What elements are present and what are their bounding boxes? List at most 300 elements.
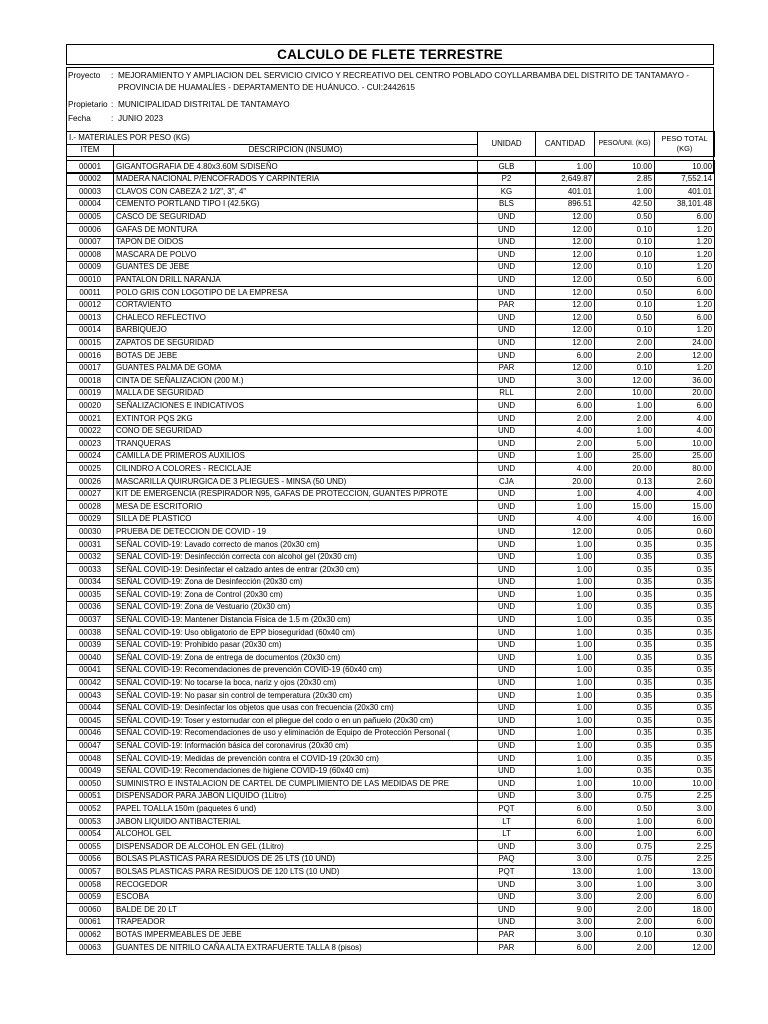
table-row <box>67 249 715 262</box>
cell-descripcion: SEÑAL COVID-19: Zona de Vestuario (20x30 cm) <box>114 601 478 614</box>
cell-peso-uni: 0.35 <box>595 652 655 665</box>
cell-descripcion: CEMENTO PORTLAND TIPO I (42.5KG) <box>114 198 478 211</box>
cell-descripcion: DISPENSADOR DE ALCOHOL EN GEL (1Litro) <box>114 841 478 854</box>
cell-descripcion: EXTINTOR PQS 2KG <box>114 413 478 426</box>
cell-item: 00043 <box>67 690 114 703</box>
cell-item: 00031 <box>67 539 114 552</box>
cell-unidad: UND <box>478 287 536 300</box>
cell-descripcion: PANTALON DRILL NARANJA <box>114 274 478 287</box>
cell-unidad: UND <box>478 324 536 337</box>
cell-cantidad: 1.00 <box>536 765 595 778</box>
cell-descripcion: ALCOHOL GEL <box>114 828 478 841</box>
cell-cantidad: 9.00 <box>536 904 595 917</box>
cell-peso-uni: 0.35 <box>595 639 655 652</box>
cell-unidad: UND <box>478 727 536 740</box>
cell-peso-total: 0.35 <box>655 551 715 564</box>
cell-unidad: UND <box>478 400 536 413</box>
table-row <box>67 614 715 627</box>
table-row <box>67 740 715 753</box>
cell-cantidad: 1.00 <box>536 690 595 703</box>
cell-unidad: UND <box>478 224 536 237</box>
cell-descripcion: BALDE DE 20 LT <box>114 904 478 917</box>
cell-peso-total: 6.00 <box>655 211 715 224</box>
cell-peso-total: 13.00 <box>655 866 715 879</box>
table-row <box>67 589 715 602</box>
col-header-unidad: UNIDAD <box>478 132 536 157</box>
cell-peso-total: 80.00 <box>655 463 715 476</box>
cell-peso-total: 6.00 <box>655 274 715 287</box>
cell-cantidad: 1.00 <box>536 450 595 463</box>
table-row <box>67 929 715 942</box>
cell-peso-uni: 0.35 <box>595 627 655 640</box>
table-row <box>67 173 715 186</box>
table-row <box>67 362 715 375</box>
cell-descripcion: CASCO DE SEGURIDAD <box>114 211 478 224</box>
cell-peso-total: 38,101.48 <box>655 198 715 211</box>
table-row <box>67 312 715 325</box>
cell-item: 00007 <box>67 236 114 249</box>
cell-peso-total: 1.20 <box>655 224 715 237</box>
table-row <box>67 324 715 337</box>
cell-unidad: UND <box>478 513 536 526</box>
cell-item: 00055 <box>67 841 114 854</box>
cell-peso-uni: 0.35 <box>595 753 655 766</box>
cell-cantidad: 6.00 <box>536 942 595 955</box>
cell-peso-total: 25.00 <box>655 450 715 463</box>
cell-cantidad: 12.00 <box>536 299 595 312</box>
cell-unidad: UND <box>478 413 536 426</box>
table-row <box>67 501 715 514</box>
cell-peso-total: 20.00 <box>655 387 715 400</box>
cell-peso-total: 12.00 <box>655 942 715 955</box>
cell-peso-total: 6.00 <box>655 287 715 300</box>
table-row <box>67 853 715 866</box>
project-value-line1: MEJORAMIENTO Y AMPLIACION DEL SERVICIO CIVICO Y RECREATIVO DEL CENTRO POBLADO COYLLARBAMBA DEL DISTRITO DE TANTAMAYO - <box>118 71 689 80</box>
cell-descripcion: CINTA DE SEÑALIZACION (200 M.) <box>114 375 478 388</box>
cell-descripcion: SEÑAL COVID-19: No pasar sin control de temperatura (20x30 cm) <box>114 690 478 703</box>
date-label: Fecha <box>68 114 91 123</box>
cell-peso-total: 24.00 <box>655 337 715 350</box>
table-row <box>67 526 715 539</box>
col-header-descripcion: DESCRIPCION (INSUMO) <box>114 144 478 157</box>
cell-cantidad: 4.00 <box>536 425 595 438</box>
cell-peso-total: 1.20 <box>655 249 715 262</box>
cell-unidad: UND <box>478 488 536 501</box>
cell-cantidad: 1.00 <box>536 539 595 552</box>
cell-item: 00037 <box>67 614 114 627</box>
cell-peso-total: 0.30 <box>655 929 715 942</box>
cell-item: 00022 <box>67 425 114 438</box>
cell-peso-uni: 10.00 <box>595 387 655 400</box>
cell-cantidad: 1.00 <box>536 753 595 766</box>
cell-peso-uni: 0.35 <box>595 715 655 728</box>
cell-unidad: KG <box>478 186 536 199</box>
cell-item: 00014 <box>67 324 114 337</box>
cell-item: 00039 <box>67 639 114 652</box>
table-row <box>67 841 715 854</box>
cell-peso-uni: 0.50 <box>595 274 655 287</box>
cell-item: 00026 <box>67 476 114 489</box>
cell-unidad: UND <box>478 740 536 753</box>
cell-unidad: UND <box>478 715 536 728</box>
cell-item: 00015 <box>67 337 114 350</box>
cell-peso-total: 401.01 <box>655 186 715 199</box>
cell-unidad: UND <box>478 463 536 476</box>
project-value-line2: PROVINCIA DE HUAMALÍES - DEPARTAMENTO DE HUÁNUCO. - CUI:2442615 <box>118 83 415 92</box>
cell-item: 00008 <box>67 249 114 262</box>
cell-unidad: LT <box>478 828 536 841</box>
cell-descripcion: ZAPATOS DE SEGURIDAD <box>114 337 478 350</box>
cell-unidad: UND <box>478 677 536 690</box>
cell-item: 00060 <box>67 904 114 917</box>
cell-peso-uni: 0.35 <box>595 690 655 703</box>
cell-item: 00012 <box>67 299 114 312</box>
cell-peso-uni: 0.35 <box>595 765 655 778</box>
cell-peso-total: 0.35 <box>655 664 715 677</box>
cell-item: 00028 <box>67 501 114 514</box>
table-row <box>67 677 715 690</box>
cell-peso-uni: 1.00 <box>595 425 655 438</box>
cell-item: 00011 <box>67 287 114 300</box>
cell-item: 00021 <box>67 413 114 426</box>
cell-peso-total: 4.00 <box>655 413 715 426</box>
cell-unidad: UND <box>478 375 536 388</box>
cell-peso-total: 2.60 <box>655 476 715 489</box>
cell-unidad: UND <box>478 904 536 917</box>
cell-peso-total: 2.25 <box>655 790 715 803</box>
cell-unidad: UND <box>478 841 536 854</box>
cell-descripcion: GUANTES PALMA DE GOMA <box>114 362 478 375</box>
cell-unidad: PQT <box>478 866 536 879</box>
cell-descripcion: JABON LIQUIDO ANTIBACTERIAL <box>114 816 478 829</box>
table-row <box>67 904 715 917</box>
table-row <box>67 727 715 740</box>
cell-descripcion: CHALECO REFLECTIVO <box>114 312 478 325</box>
cell-peso-uni: 1.00 <box>595 879 655 892</box>
cell-peso-uni: 1.00 <box>595 828 655 841</box>
cell-item: 00036 <box>67 601 114 614</box>
table-row <box>67 790 715 803</box>
page-title: CALCULO DE FLETE TERRESTRE <box>66 44 714 65</box>
cell-peso-total: 36.00 <box>655 375 715 388</box>
cell-descripcion: TAPON DE OIDOS <box>114 236 478 249</box>
cell-unidad: UND <box>478 879 536 892</box>
cell-cantidad: 20.00 <box>536 476 595 489</box>
cell-peso-total: 0.35 <box>655 727 715 740</box>
cell-unidad: UND <box>478 501 536 514</box>
cell-descripcion: CAMILLA DE PRIMEROS AUXILIOS <box>114 450 478 463</box>
project-label: Proyecto <box>68 71 101 80</box>
cell-unidad: UND <box>478 614 536 627</box>
cell-unidad: UND <box>478 236 536 249</box>
cell-cantidad: 12.00 <box>536 287 595 300</box>
cell-cantidad: 6.00 <box>536 400 595 413</box>
cell-unidad: UND <box>478 539 536 552</box>
table-row <box>67 261 715 274</box>
cell-cantidad: 4.00 <box>536 513 595 526</box>
cell-cantidad: 2,649.87 <box>536 173 595 186</box>
cell-item: 00004 <box>67 198 114 211</box>
table-row <box>67 375 715 388</box>
table-row <box>67 387 715 400</box>
cell-descripcion: TRANQUERAS <box>114 438 478 451</box>
cell-peso-uni: 0.50 <box>595 312 655 325</box>
cell-item: 00001 <box>67 161 114 174</box>
cell-item: 00032 <box>67 551 114 564</box>
cell-unidad: PAQ <box>478 853 536 866</box>
cell-unidad: UND <box>478 627 536 640</box>
table-row <box>67 891 715 904</box>
cell-unidad: UND <box>478 450 536 463</box>
cell-cantidad: 12.00 <box>536 211 595 224</box>
cell-peso-uni: 0.10 <box>595 236 655 249</box>
cell-unidad: LT <box>478 816 536 829</box>
table-row <box>67 425 715 438</box>
cell-unidad: PAR <box>478 362 536 375</box>
cell-descripcion: CILINDRO A COLORES - RECICLAJE <box>114 463 478 476</box>
cell-peso-total: 2.25 <box>655 841 715 854</box>
cell-item: 00023 <box>67 438 114 451</box>
cell-cantidad: 1.00 <box>536 727 595 740</box>
cell-descripcion: PAPEL TOALLA 150m (paquetes 6 und) <box>114 803 478 816</box>
cell-peso-total: 6.00 <box>655 400 715 413</box>
cell-cantidad: 12.00 <box>536 362 595 375</box>
cell-item: 00044 <box>67 702 114 715</box>
table-row <box>67 564 715 577</box>
cell-peso-uni: 0.35 <box>595 601 655 614</box>
cell-descripcion: SEÑAL COVID-19: Desinfectar los objetos que usas con frecuencia (20x30 cm) <box>114 702 478 715</box>
cell-cantidad: 3.00 <box>536 841 595 854</box>
cell-descripcion: SEÑAL COVID-19: Zona de Desinfección (20x30 cm) <box>114 576 478 589</box>
cell-cantidad: 12.00 <box>536 236 595 249</box>
cell-descripcion: SEÑAL COVID-19: No tocarse la boca, nariz y ojos (20x30 cm) <box>114 677 478 690</box>
cell-peso-total: 1.20 <box>655 299 715 312</box>
cell-descripcion: MASCARILLA QUIRURGICA DE 3 PLIEGUES - MINSA (50 UND) <box>114 476 478 489</box>
cell-cantidad: 1.00 <box>536 740 595 753</box>
cell-item: 00025 <box>67 463 114 476</box>
cell-unidad: UND <box>478 274 536 287</box>
cell-descripcion: ESCOBA <box>114 891 478 904</box>
table-row <box>67 350 715 363</box>
cell-peso-uni: 25.00 <box>595 450 655 463</box>
cell-descripcion: DISPENSADOR PARA JABON LIQUIDO (1Litro) <box>114 790 478 803</box>
cell-cantidad: 1.00 <box>536 664 595 677</box>
cell-peso-uni: 2.00 <box>595 413 655 426</box>
date-value: JUNIO 2023 <box>118 114 164 123</box>
cell-peso-uni: 2.85 <box>595 173 655 186</box>
cell-cantidad: 6.00 <box>536 350 595 363</box>
cell-item: 00002 <box>67 173 114 186</box>
owner-value: MUNICIPALIDAD DISTRITAL DE TANTAMAYO <box>118 100 290 109</box>
cell-cantidad: 3.00 <box>536 790 595 803</box>
cell-cantidad: 3.00 <box>536 853 595 866</box>
table-row <box>67 652 715 665</box>
table-row <box>67 639 715 652</box>
cell-item: 00056 <box>67 853 114 866</box>
cell-peso-uni: 0.10 <box>595 249 655 262</box>
cell-descripcion: KIT DE EMERGENCIA (RESPIRADOR N95, GAFAS DE PROTECCION, GUANTES P/PROTE <box>114 488 478 501</box>
cell-peso-uni: 10.00 <box>595 161 655 174</box>
table-row <box>67 627 715 640</box>
cell-cantidad: 1.00 <box>536 576 595 589</box>
cell-peso-total: 0.35 <box>655 690 715 703</box>
cell-item: 00005 <box>67 211 114 224</box>
cell-descripcion: BOTAS DE JEBE <box>114 350 478 363</box>
materials-table <box>66 131 715 955</box>
cell-peso-uni: 0.35 <box>595 727 655 740</box>
col-header-cantidad: CANTIDAD <box>536 132 595 157</box>
cell-item: 00027 <box>67 488 114 501</box>
cell-item: 00006 <box>67 224 114 237</box>
table-row <box>67 664 715 677</box>
cell-cantidad: 1.00 <box>536 564 595 577</box>
cell-unidad: UND <box>478 551 536 564</box>
cell-descripcion: SEÑAL COVID-19: Zona de entrega de documentos (20x30 cm) <box>114 652 478 665</box>
cell-unidad: UND <box>478 337 536 350</box>
cell-peso-total: 6.00 <box>655 816 715 829</box>
cell-cantidad: 401.01 <box>536 186 595 199</box>
cell-unidad: UND <box>478 211 536 224</box>
cell-item: 00030 <box>67 526 114 539</box>
cell-peso-uni: 5.00 <box>595 438 655 451</box>
cell-cantidad: 12.00 <box>536 249 595 262</box>
cell-cantidad: 13.00 <box>536 866 595 879</box>
cell-descripcion: BOLSAS PLASTICAS PARA RESIDUOS DE 120 LTS (10 UND) <box>114 866 478 879</box>
owner-colon: : <box>111 100 114 109</box>
cell-peso-total: 10.00 <box>655 438 715 451</box>
cell-peso-total: 4.00 <box>655 488 715 501</box>
cell-descripcion: GAFAS DE MONTURA <box>114 224 478 237</box>
cell-peso-total: 1.20 <box>655 261 715 274</box>
cell-peso-total: 18.00 <box>655 904 715 917</box>
cell-cantidad: 1.00 <box>536 627 595 640</box>
cell-peso-total: 1.20 <box>655 236 715 249</box>
cell-unidad: UND <box>478 261 536 274</box>
table-row <box>67 942 715 955</box>
col-header-peso-uni: PESO/UNI. (KG) <box>595 132 655 157</box>
cell-peso-total: 7,552.14 <box>655 173 715 186</box>
cell-peso-uni: 20.00 <box>595 463 655 476</box>
cell-peso-total: 0.35 <box>655 627 715 640</box>
cell-peso-uni: 4.00 <box>595 513 655 526</box>
cell-cantidad: 3.00 <box>536 916 595 929</box>
cell-peso-uni: 4.00 <box>595 488 655 501</box>
cell-item: 00047 <box>67 740 114 753</box>
cell-peso-total: 0.35 <box>655 652 715 665</box>
cell-peso-uni: 0.35 <box>595 740 655 753</box>
owner-label: Propietario <box>68 100 108 109</box>
table-row <box>67 916 715 929</box>
cell-descripcion: MALLA DE SEGURIDAD <box>114 387 478 400</box>
cell-peso-uni: 0.35 <box>595 589 655 602</box>
table-row <box>67 198 715 211</box>
cell-peso-uni: 0.10 <box>595 299 655 312</box>
cell-descripcion: SEÑAL COVID-19: Toser y estornudar con el pliegue del codo o en un pañuelo (20x30 cm) <box>114 715 478 728</box>
cell-unidad: UND <box>478 249 536 262</box>
table-row <box>67 576 715 589</box>
cell-unidad: UND <box>478 702 536 715</box>
cell-item: 00061 <box>67 916 114 929</box>
cell-descripcion: GUANTES DE JEBE <box>114 261 478 274</box>
table-row <box>67 828 715 841</box>
cell-descripcion: GUANTES DE NITRILO CAÑA ALTA EXTRAFUERTE TALLA 8 (pisos) <box>114 942 478 955</box>
cell-item: 00063 <box>67 942 114 955</box>
cell-unidad: RLL <box>478 387 536 400</box>
table-row <box>67 690 715 703</box>
cell-item: 00018 <box>67 375 114 388</box>
cell-item: 00019 <box>67 387 114 400</box>
cell-peso-uni: 0.35 <box>595 702 655 715</box>
cell-item: 00034 <box>67 576 114 589</box>
cell-peso-uni: 0.13 <box>595 476 655 489</box>
table-row <box>67 753 715 766</box>
cell-peso-total: 0.35 <box>655 765 715 778</box>
table-row <box>67 224 715 237</box>
cell-peso-total: 1.20 <box>655 362 715 375</box>
cell-peso-total: 6.00 <box>655 312 715 325</box>
cell-cantidad: 12.00 <box>536 261 595 274</box>
table-row <box>67 274 715 287</box>
cell-item: 00020 <box>67 400 114 413</box>
cell-peso-uni: 0.10 <box>595 224 655 237</box>
cell-peso-uni: 42.50 <box>595 198 655 211</box>
table-body <box>67 161 715 954</box>
table-row <box>67 765 715 778</box>
cell-unidad: UND <box>478 790 536 803</box>
cell-descripcion: TRAPEADOR <box>114 916 478 929</box>
cell-peso-uni: 0.05 <box>595 526 655 539</box>
cell-cantidad: 1.00 <box>536 614 595 627</box>
cell-peso-uni: 0.10 <box>595 362 655 375</box>
cell-descripcion: SEÑAL COVID-19: Lavado correcto de manos (20x30 cm) <box>114 539 478 552</box>
cell-item: 00058 <box>67 879 114 892</box>
cell-descripcion: CLAVOS CON CABEZA 2 1/2", 3", 4" <box>114 186 478 199</box>
cell-cantidad: 1.00 <box>536 488 595 501</box>
cell-descripcion: BOLSAS PLASTICAS PARA RESIDUOS DE 25 LTS (10 UND) <box>114 853 478 866</box>
cell-cantidad: 12.00 <box>536 526 595 539</box>
cell-peso-total: 0.35 <box>655 702 715 715</box>
cell-item: 00009 <box>67 261 114 274</box>
cell-peso-total: 0.35 <box>655 639 715 652</box>
cell-item: 00050 <box>67 778 114 791</box>
cell-cantidad: 6.00 <box>536 803 595 816</box>
cell-item: 00029 <box>67 513 114 526</box>
table-row <box>67 463 715 476</box>
cell-peso-total: 12.00 <box>655 350 715 363</box>
cell-peso-total: 0.60 <box>655 526 715 539</box>
cell-cantidad: 1.00 <box>536 702 595 715</box>
cell-peso-uni: 0.75 <box>595 853 655 866</box>
cell-unidad: PAR <box>478 942 536 955</box>
cell-unidad: GLB <box>478 161 536 174</box>
cell-descripcion: SEÑAL COVID-19: Uso obligatorio de EPP bioseguridad (60x40 cm) <box>114 627 478 640</box>
cell-peso-total: 0.35 <box>655 576 715 589</box>
cell-descripcion: SEÑAL COVID-19: Desinfectar el calzado antes de entrar (20x30 cm) <box>114 564 478 577</box>
cell-descripcion: MESA DE ESCRITORIO <box>114 501 478 514</box>
cell-unidad: UND <box>478 312 536 325</box>
cell-peso-uni: 2.00 <box>595 337 655 350</box>
cell-descripcion: SEÑAL COVID-19: Recomendaciones de prevención COVID-19 (60x40 cm) <box>114 664 478 677</box>
cell-peso-uni: 2.00 <box>595 904 655 917</box>
cell-peso-uni: 12.00 <box>595 375 655 388</box>
cell-peso-uni: 2.00 <box>595 350 655 363</box>
cell-peso-total: 2.25 <box>655 853 715 866</box>
cell-descripcion: SEÑAL COVID-19: Recomendaciones de higiene COVID-19 (60x40 cm) <box>114 765 478 778</box>
table-row <box>67 211 715 224</box>
table-row <box>67 702 715 715</box>
cell-peso-total: 6.00 <box>655 891 715 904</box>
cell-descripcion: PRUEBA DE DETECCION DE COVID - 19 <box>114 526 478 539</box>
